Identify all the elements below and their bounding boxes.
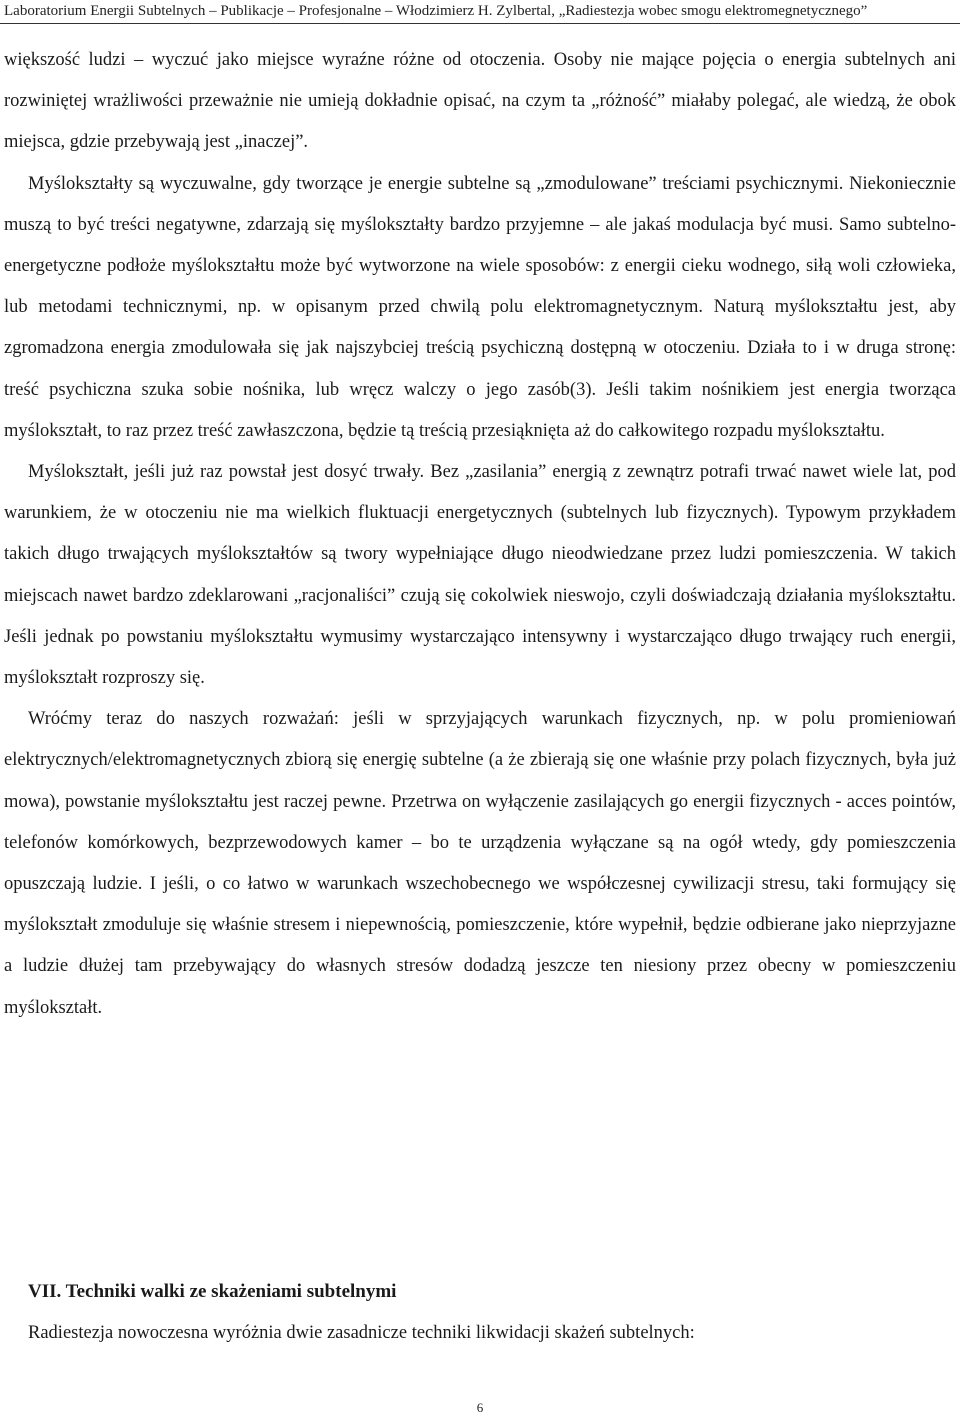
paragraph-thoughtforms-modulation: Myślokształty są wyczuwalne, gdy tworzące je energie subtelne są „zmodulowane” treściami psychicznymi. Niekoniecznie muszą to być treści negatywne, zdarzają się myślokształty bardzo przyjemne – ale jakaś modulacja być musi. Samo subtelno-energetyczne podłoże myślokształtu może być wytworzone na wiele sposobów: z energii cieku wodnego, siłą woli człowieka, lub metodami technicznymi, np. w opisanym przed chwilą polu elektromagnetycznym. Naturą myślokształtu jest, aby zgromadzona energia zmodulowała się jak najszybciej treścią psychiczną dostępną w otoczeniu. Działa to i w druga stronę: treść psychiczna szuka sobie nośnika, lub wręcz walczy o jego zasób(3). Jeśli takim nośnikiem jest energia tworząca myślokształt, to raz przez treść zawłaszczona, będzie tą treścią przesiąknięta aż do całkowitego rozpadu myślokształtu. bbox=[4, 173, 956, 441]
running-header bbox=[0, 0, 960, 24]
paragraph-thoughtform-durability: Myślokształt, jeśli już raz powstał jest dosyć trwały. Bez „zasilania” energią z zewnątrz potrafi trwać nawet wiele lat, pod warunkiem, że w otoczeniu nie ma wielkich fluktuacji energetycznych (subtelnych lub fizycznych). Typowym przykładem takich długo trwających myślokształtów są twory wypełniające długo nieodwiedzane przez ludzi pomieszczenia. W takich miejscach nawet bardzo zdeklarowani „racjonaliści” czują się cokolwiek nieswojo, czyli doświadczają działania myślokształtu. Jeśli jednak po powstaniu myślokształtu wymusimy wystarczająco intensywny i wystarczająco długo trwający ruch energii, myślokształt rozproszy się. bbox=[4, 462, 956, 689]
header-divider bbox=[0, 23, 960, 24]
section-heading: VII. Techniki walki ze skażeniami subtelnymi bbox=[28, 1281, 397, 1302]
paragraph-em-field-conditions: Wróćmy teraz do naszych rozważań: jeśli w sprzyjających warunkach fizycznych, np. w polu promieniowań elektrycznych/elektromagnetycznych zbiorą się energię subtelne (a że zbierają się one właśnie przy polach fizycznych, była już mowa), powstanie myślokształtu jest raczej pewne. Przetrwa on wyłączenie zasilających go energii fizycznych - acces pointów, telefonów komórkowych, bezprzewodowych kamer – bo te urządzenia wyłączane są na ogół wtedy, gdy pomieszczenia opuszczają ludzie. I jeśli, o co łatwo w warunkach wszechobecnego we współczesnej cywilizacji stresu, taki formujący się myślokształt zmoduluje się właśnie stresem i niepewnością, pomieszczenie, które wypełnił, będzie odbierane jako nieprzyjazne a ludzie dłużej tam przebywający do własnych stresów dodadzą jeszcze ten niesiony przez obecny w pomieszczeniu myślokształt. bbox=[4, 709, 956, 1018]
document-body bbox=[4, 40, 956, 1029]
running-header-title: Laboratorium Energii Subtelnych – Publikacje – Profesjonalne – Włodzimierz H. Zylbertal, „Radiestezja wobec smogu elektromegnetycznego” bbox=[4, 3, 868, 19]
page-number: 6 bbox=[476, 1400, 484, 1415]
paragraph-continuation: większość ludzi – wyczuć jako miejsce wyraźne różne od otoczenia. Osoby nie mające pojęcia o energia subtelnych ani rozwiniętej wrażliwości przeważnie nie umieją dokładnie opisać, na czym ta „różność” miałaby polegać, ale wiedzą, że obok miejsca, gdzie przebywają jest „inaczej”. bbox=[4, 50, 956, 153]
section-lead-paragraph: Radiestezja nowoczesna wyróżnia dwie zasadnicze techniki likwidacji skażeń subtelnych: bbox=[28, 1323, 695, 1343]
